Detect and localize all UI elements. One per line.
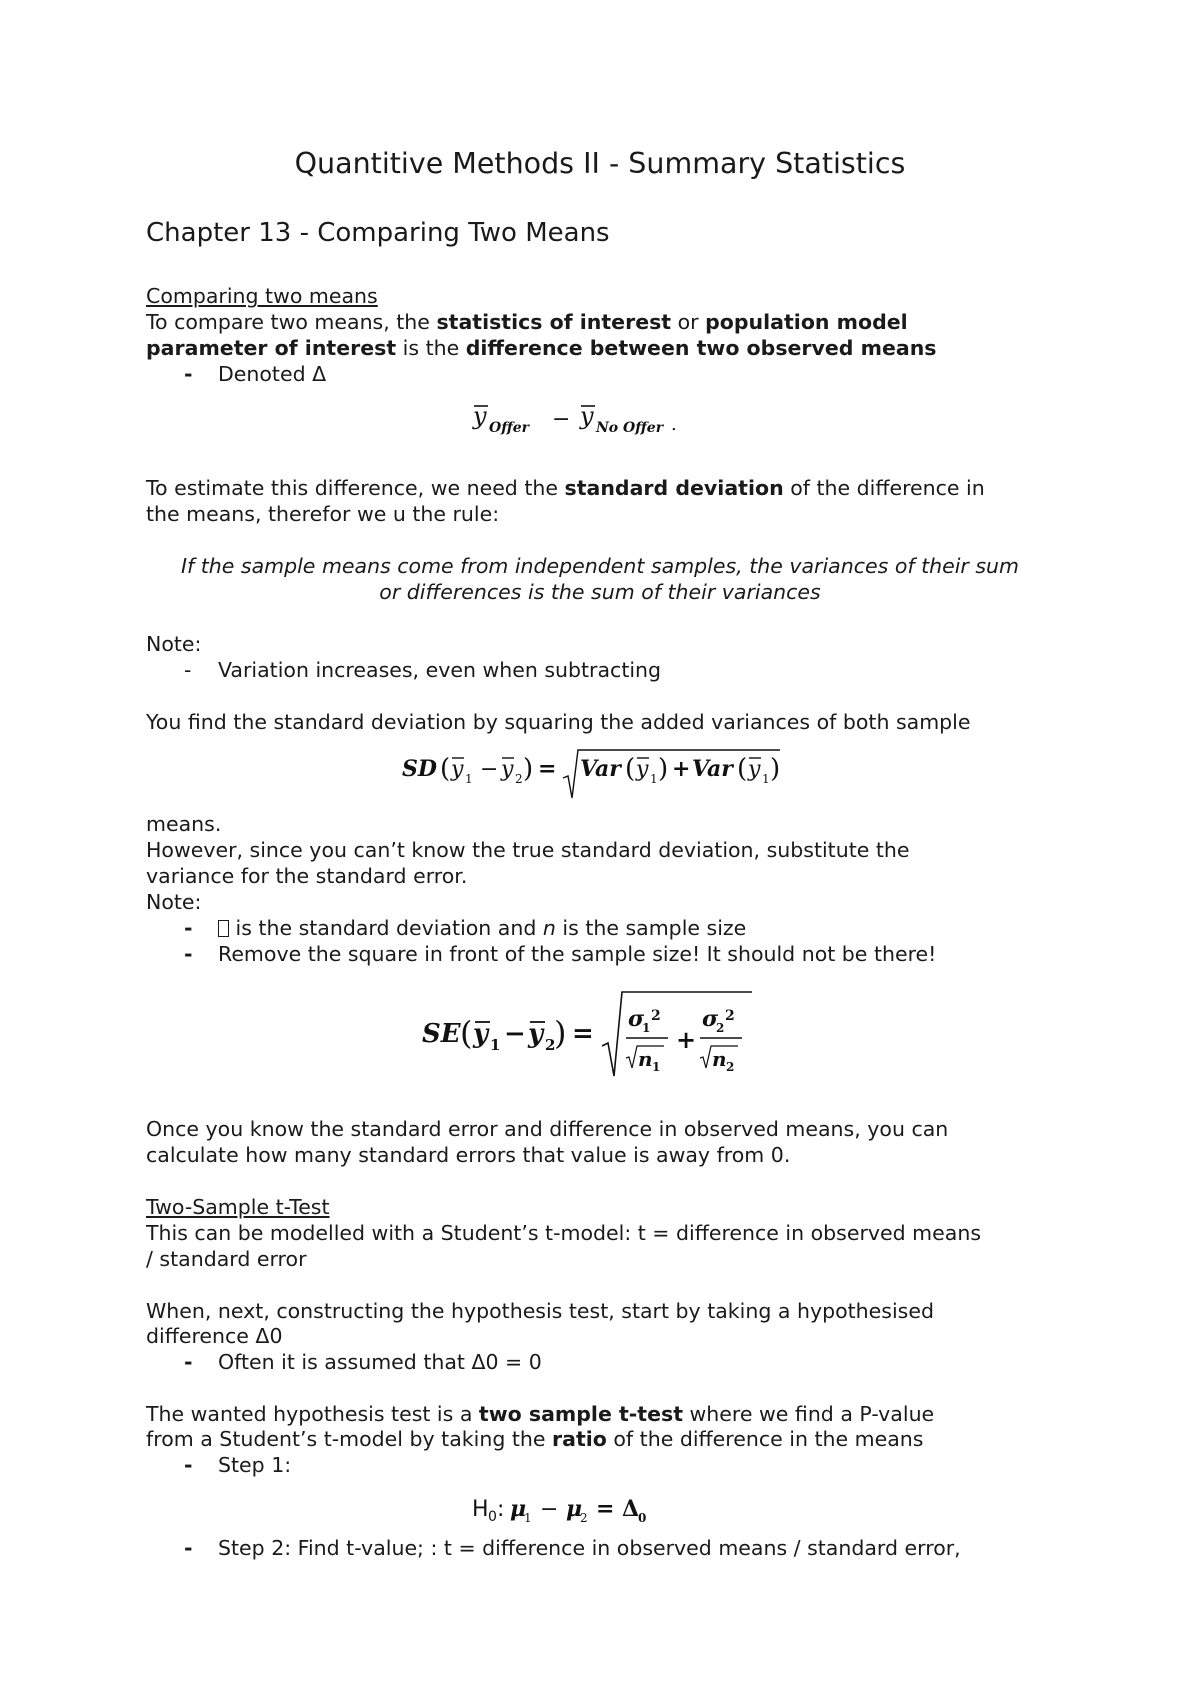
y-bar-symbol: y bbox=[580, 402, 594, 430]
svg-text:+: + bbox=[676, 1025, 697, 1054]
paragraph-line: means. bbox=[146, 812, 222, 836]
svg-text:2: 2 bbox=[726, 1060, 735, 1074]
svg-text:y: y bbox=[528, 1019, 544, 1049]
bullet-dash: - bbox=[184, 1350, 193, 1374]
svg-text:−: − bbox=[480, 757, 499, 782]
equals-sign: = bbox=[538, 756, 557, 782]
svg-text:1: 1 bbox=[465, 772, 473, 786]
missing-glyph-box bbox=[218, 920, 229, 937]
bullet-dash: - bbox=[184, 1536, 193, 1560]
bullet-remove-square: Remove the square in front of the sample size! It should not be there! bbox=[218, 942, 937, 966]
svg-text:n: n bbox=[712, 1047, 727, 1071]
svg-text:0: 0 bbox=[488, 1509, 497, 1525]
subscript-no-offer: No Offer bbox=[596, 420, 664, 436]
svg-text:Δ: Δ bbox=[622, 1496, 640, 1522]
section-heading-two-sample-t-test: Two-Sample t-Test bbox=[146, 1195, 330, 1219]
formula-standard-error-svg bbox=[420, 986, 760, 1082]
formula-standard-error bbox=[420, 986, 760, 1082]
svg-text:2: 2 bbox=[580, 1511, 588, 1525]
svg-text:2: 2 bbox=[716, 1021, 725, 1035]
bullet-assumed-zero: Often it is assumed that Δ0 = 0 bbox=[218, 1350, 542, 1374]
paragraph-line: To compare two means, the statistics of interest or population model bbox=[146, 310, 908, 334]
svg-text:(: ( bbox=[625, 754, 636, 784]
svg-text:1: 1 bbox=[642, 1021, 651, 1035]
bullet-denoted: Denoted Δ bbox=[218, 362, 327, 386]
paragraph-line: This can be modelled with a Student’s t-model: t = difference in observed means bbox=[146, 1221, 981, 1245]
svg-text:Var: Var bbox=[580, 756, 621, 782]
svg-text::: : bbox=[497, 1497, 505, 1522]
bullet-dash: - bbox=[184, 658, 192, 682]
rule-quote-line: or differences is the sum of their variances bbox=[379, 580, 821, 604]
svg-text:1: 1 bbox=[524, 1511, 532, 1525]
paragraph-line: / standard error bbox=[146, 1247, 307, 1271]
bullet-step-1: Step 1: bbox=[218, 1453, 292, 1477]
svg-text:Var: Var bbox=[692, 756, 733, 782]
svg-text:n: n bbox=[638, 1047, 653, 1071]
svg-text:2: 2 bbox=[725, 1008, 735, 1024]
bullet-dash: - bbox=[184, 362, 193, 386]
bullet-dash: - bbox=[184, 942, 193, 966]
rule-quote-line: If the sample means come from independent samples, the variances of their sum bbox=[180, 554, 1020, 578]
paragraph-line: The wanted hypothesis test is a two sample t-test where we find a P-value bbox=[146, 1402, 935, 1426]
formula-standard-deviation bbox=[400, 742, 790, 802]
svg-text:1: 1 bbox=[652, 1060, 661, 1074]
svg-text:0: 0 bbox=[638, 1511, 647, 1525]
svg-text:y: y bbox=[501, 757, 514, 782]
svg-text:): ) bbox=[658, 754, 669, 784]
svg-text:): ) bbox=[523, 754, 534, 784]
sd-label: SD bbox=[402, 756, 437, 782]
minus-sign: − bbox=[552, 407, 571, 432]
paragraph-line: To estimate this difference, we need the standard deviation of the difference in bbox=[146, 476, 985, 500]
bullet-dash: - bbox=[184, 916, 193, 940]
formula-null-hypothesis bbox=[470, 1490, 660, 1528]
paragraph-line: However, since you can’t know the true standard deviation, substitute the bbox=[146, 838, 910, 862]
note-label: Note: bbox=[146, 632, 202, 656]
formula-mean-difference bbox=[470, 400, 690, 442]
svg-text:μ: μ bbox=[510, 1496, 527, 1522]
svg-text:μ: μ bbox=[566, 1496, 583, 1522]
paragraph-line: calculate how many standard errors that value is away from 0. bbox=[146, 1143, 791, 1167]
svg-text:σ: σ bbox=[702, 1006, 719, 1032]
svg-text:y: y bbox=[748, 757, 761, 782]
svg-text:(: ( bbox=[440, 754, 451, 784]
svg-text:(: ( bbox=[737, 754, 748, 784]
paragraph-line: Once you know the standard error and difference in observed means, you can bbox=[146, 1117, 949, 1141]
svg-text:−: − bbox=[540, 1497, 559, 1522]
svg-text:y: y bbox=[473, 1019, 489, 1049]
svg-text:−: − bbox=[504, 1019, 526, 1049]
svg-text:y: y bbox=[451, 757, 464, 782]
bullet-dash: - bbox=[184, 1453, 193, 1477]
formula-mean-difference-svg bbox=[470, 400, 690, 442]
note-label: Note: bbox=[146, 890, 202, 914]
section-heading-comparing-two-means: Comparing two means bbox=[146, 284, 378, 308]
paragraph-line: the means, therefor we u the rule: bbox=[146, 502, 500, 526]
formula-standard-deviation-svg bbox=[400, 742, 790, 802]
svg-text:(: ( bbox=[460, 1014, 473, 1052]
svg-text:y: y bbox=[636, 757, 649, 782]
y-bar-symbol: y bbox=[473, 402, 487, 430]
document-title: Quantitive Methods II - Summary Statistics bbox=[294, 147, 906, 180]
paragraph-line: You find the standard deviation by squaring the added variances of both sample bbox=[146, 710, 971, 734]
svg-text:1: 1 bbox=[650, 772, 658, 786]
svg-text:2: 2 bbox=[545, 1036, 556, 1054]
svg-text:σ: σ bbox=[628, 1006, 645, 1032]
svg-text:): ) bbox=[770, 754, 781, 784]
paragraph-line: difference Δ0 bbox=[146, 1324, 283, 1348]
chapter-heading: Chapter 13 - Comparing Two Means bbox=[146, 218, 610, 248]
svg-text:): ) bbox=[554, 1014, 567, 1052]
svg-text:SE: SE bbox=[422, 1019, 461, 1049]
bullet-step-2: Step 2: Find t-value; : t = difference in observed means / standard error, bbox=[218, 1536, 961, 1560]
paragraph-line: When, next, constructing the hypothesis test, start by taking a hypothesised bbox=[146, 1299, 934, 1323]
paragraph-line: from a Student’s t-model by taking the ratio of the difference in the means bbox=[146, 1427, 924, 1451]
svg-text:+: + bbox=[672, 756, 691, 782]
bullet-variation: Variation increases, even when subtracting bbox=[218, 658, 662, 682]
paragraph-line: parameter of interest is the difference between two observed means bbox=[146, 336, 937, 360]
subscript-offer: Offer bbox=[489, 420, 530, 436]
formula-period: . bbox=[671, 414, 677, 435]
paragraph-line: variance for the standard error. bbox=[146, 864, 468, 888]
svg-text:2: 2 bbox=[515, 772, 523, 786]
svg-text:=: = bbox=[572, 1019, 594, 1049]
formula-null-hypothesis-svg bbox=[470, 1490, 660, 1528]
svg-text:1: 1 bbox=[490, 1036, 501, 1054]
bullet-sigma: is the standard deviation and n is the sample size bbox=[218, 915, 746, 941]
svg-text:1: 1 bbox=[762, 772, 770, 786]
svg-text:H: H bbox=[472, 1497, 489, 1522]
svg-text:2: 2 bbox=[651, 1008, 661, 1024]
svg-text:=: = bbox=[596, 1496, 615, 1522]
